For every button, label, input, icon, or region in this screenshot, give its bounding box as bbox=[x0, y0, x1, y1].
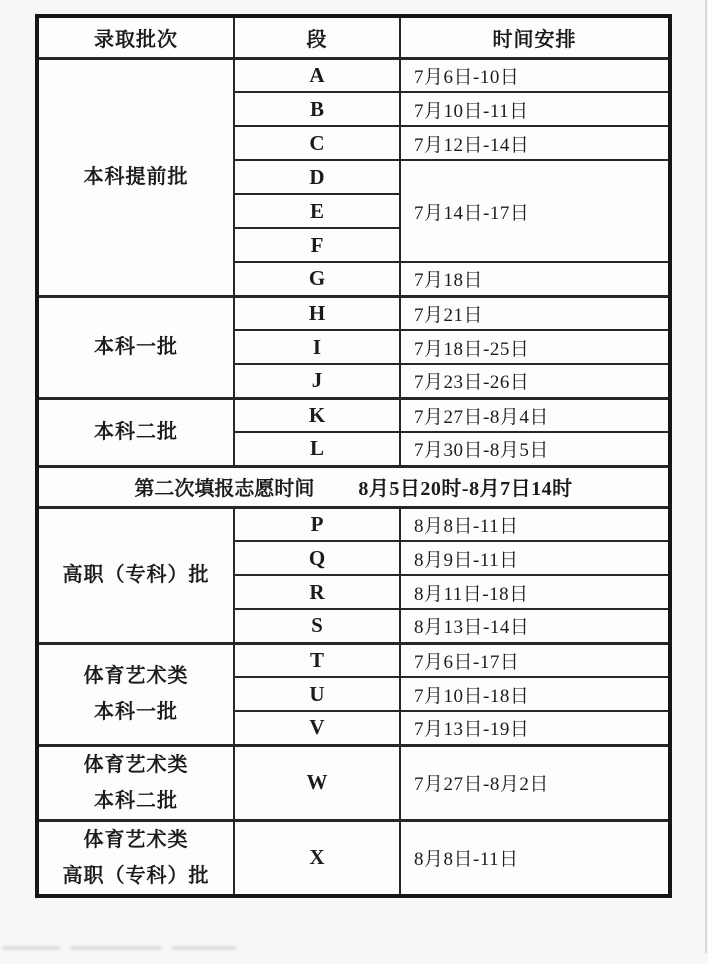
table-row bbox=[37, 745, 670, 820]
table-row bbox=[37, 643, 670, 677]
table-row bbox=[37, 296, 670, 330]
time-cell: 8月11日-18日 bbox=[400, 575, 670, 609]
batch-label: 本科二批 bbox=[94, 789, 178, 812]
notice-label: 第二次填报志愿时间 bbox=[134, 478, 315, 500]
segment-cell: X bbox=[234, 820, 400, 896]
segment-cell: Q bbox=[234, 541, 400, 575]
segment-cell: H bbox=[234, 296, 400, 330]
time-cell: 8月9日-11日 bbox=[400, 541, 670, 575]
batch-cell bbox=[37, 643, 234, 745]
time-cell: 7月23日-26日 bbox=[400, 364, 670, 398]
batch-cell bbox=[37, 58, 234, 296]
notice-time: 8月5日20时-8月7日14时 bbox=[358, 478, 573, 500]
segment-cell: U bbox=[234, 677, 400, 711]
photo-edge-artifact bbox=[705, 0, 707, 953]
segment-cell: S bbox=[234, 609, 400, 643]
batch-label: 本科一批 bbox=[94, 336, 178, 358]
time-cell: 7月12日-14日 bbox=[400, 126, 670, 160]
segment-cell: J bbox=[234, 364, 400, 398]
segment-cell: A bbox=[234, 58, 400, 92]
batch-cell bbox=[37, 745, 234, 820]
bottom-cropped-text-artifact bbox=[2, 946, 302, 953]
batch-label: 本科二批 bbox=[94, 421, 178, 443]
time-cell: 7月6日-10日 bbox=[400, 58, 670, 92]
table-row bbox=[37, 507, 670, 541]
time-cell: 7月13日-19日 bbox=[400, 711, 670, 745]
time-cell: 8月8日-11日 bbox=[400, 820, 670, 896]
batch-label: 本科一批 bbox=[94, 701, 178, 723]
batch-label: 高职（专科）批 bbox=[62, 864, 210, 887]
time-cell: 7月18日-25日 bbox=[400, 330, 670, 364]
segment-cell: T bbox=[234, 643, 400, 677]
notice-cell bbox=[37, 466, 670, 507]
table-row bbox=[37, 398, 670, 432]
time-cell: 7月10日-18日 bbox=[400, 677, 670, 711]
segment-cell: L bbox=[234, 432, 400, 466]
segment-cell: B bbox=[234, 92, 400, 126]
header-time: 时间安排 bbox=[400, 16, 670, 58]
admission-schedule-table bbox=[35, 14, 672, 898]
notice-row bbox=[37, 466, 670, 507]
time-cell-merged: 7月14日-17日 bbox=[400, 160, 670, 262]
segment-cell: G bbox=[234, 262, 400, 296]
batch-label: 高职（专科）批 bbox=[62, 564, 210, 586]
segment-cell: P bbox=[234, 507, 400, 541]
time-cell: 7月18日 bbox=[400, 262, 670, 296]
segment-cell: F bbox=[234, 228, 400, 262]
segment-cell: D bbox=[234, 160, 400, 194]
batch-label: 体育艺术类 bbox=[83, 753, 189, 776]
time-cell: 7月21日 bbox=[400, 296, 670, 330]
batch-label: 体育艺术类 bbox=[83, 828, 189, 851]
time-cell: 7月27日-8月2日 bbox=[400, 745, 670, 820]
table-row bbox=[37, 820, 670, 896]
batch-cell bbox=[37, 296, 234, 398]
time-cell: 7月30日-8月5日 bbox=[400, 432, 670, 466]
segment-cell: K bbox=[234, 398, 400, 432]
segment-cell: I bbox=[234, 330, 400, 364]
header-segment: 段 bbox=[234, 16, 400, 58]
time-cell: 7月10日-11日 bbox=[400, 92, 670, 126]
segment-cell: E bbox=[234, 194, 400, 228]
header-batch: 录取批次 bbox=[37, 16, 234, 58]
batch-cell bbox=[37, 507, 234, 643]
batch-cell bbox=[37, 820, 234, 896]
segment-cell: R bbox=[234, 575, 400, 609]
batch-label: 本科提前批 bbox=[83, 166, 189, 188]
time-cell: 8月13日-14日 bbox=[400, 609, 670, 643]
segment-cell: V bbox=[234, 711, 400, 745]
header-row bbox=[37, 16, 670, 58]
time-cell: 7月6日-17日 bbox=[400, 643, 670, 677]
table-row bbox=[37, 58, 670, 92]
batch-label: 体育艺术类 bbox=[83, 665, 189, 687]
time-cell: 7月27日-8月4日 bbox=[400, 398, 670, 432]
batch-cell bbox=[37, 398, 234, 466]
segment-cell: W bbox=[234, 745, 400, 820]
segment-cell: C bbox=[234, 126, 400, 160]
time-cell: 8月8日-11日 bbox=[400, 507, 670, 541]
